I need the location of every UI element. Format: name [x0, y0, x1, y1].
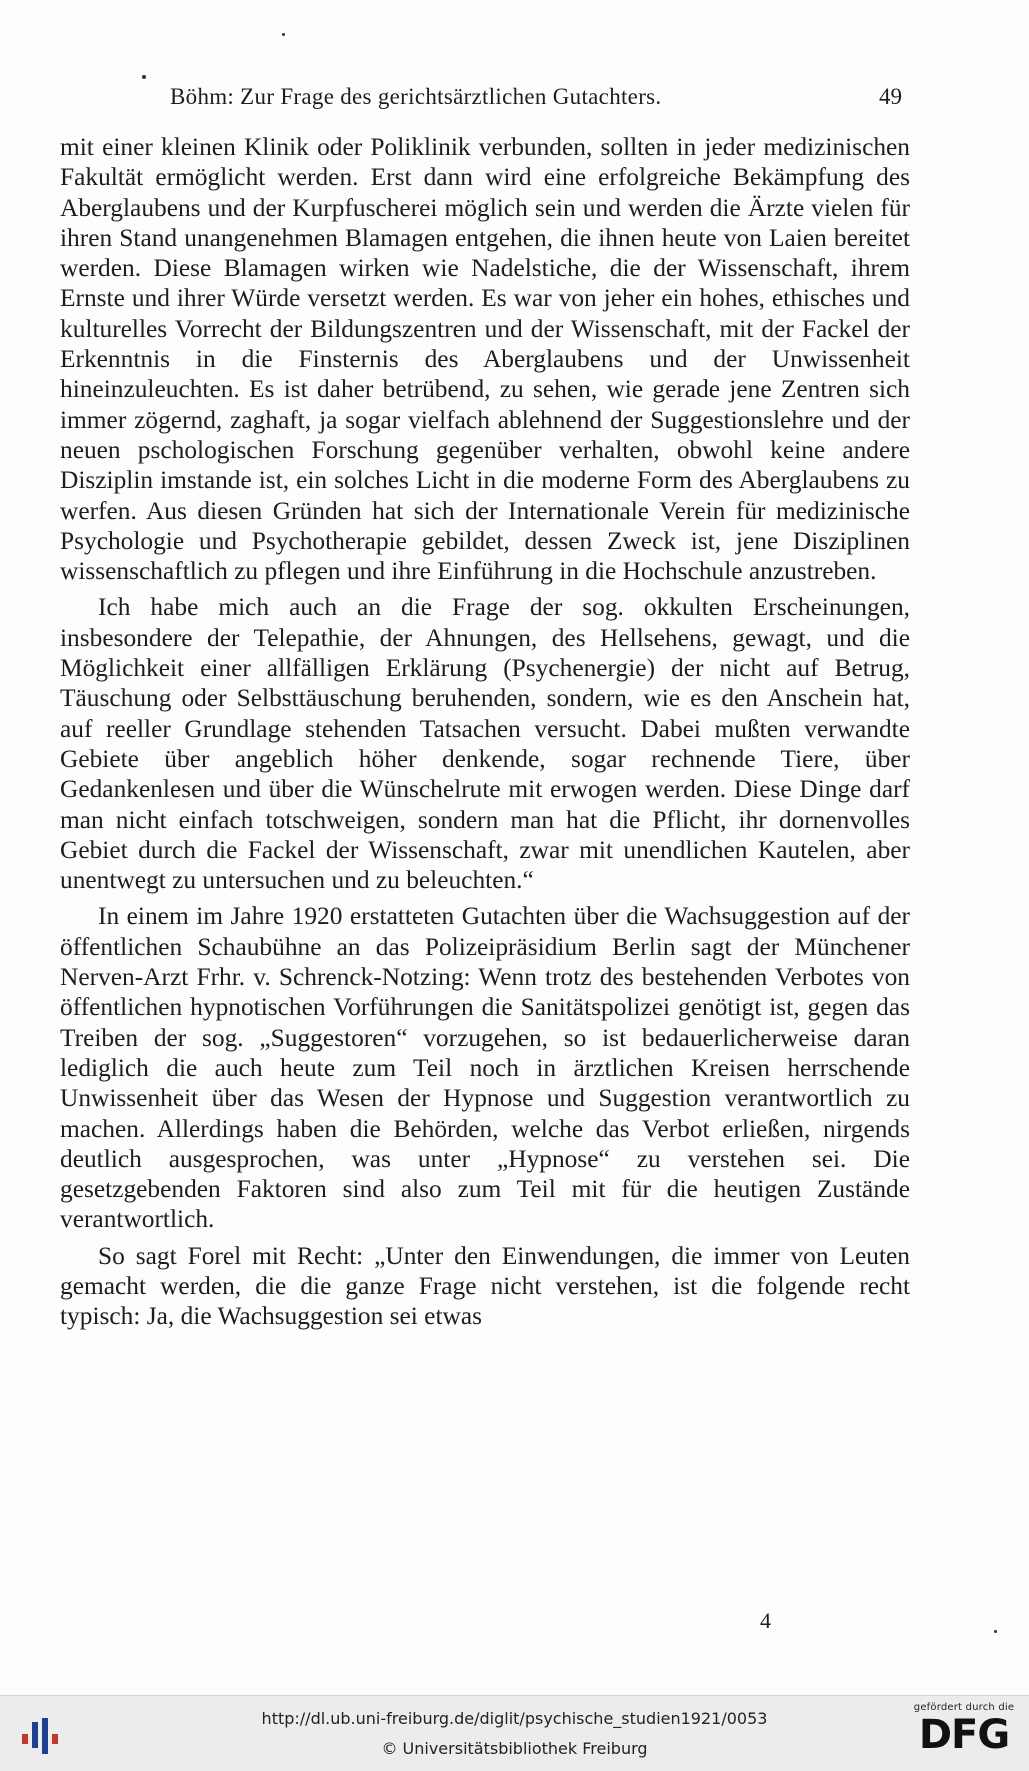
page-number: 49: [879, 84, 902, 109]
dfg-caption: gefördert durch die: [913, 1702, 1015, 1713]
copyright-notice: © Universitätsbibliothek Freiburg: [381, 1739, 648, 1758]
body-text: [60, 132, 910, 1332]
scan-speck: [282, 33, 285, 36]
paragraph: mit einer kleinen Klinik oder Poliklinik verbunden, sollten in jeder medizinischen Fakultät ermöglicht werden. Erst dann wird eine erfolgreiche Bekämpfung des Aberglaubens und der Kurpfuscherei möglich sein und werden die Ärzte vielen für ihren Stand unangenehmen Blamagen entgehen, die ihnen heute von Laien bereitet werden. Diese Blamagen wirken wie Nadelstiche, die der Wissenschaft, ihrem Ernste und ihrer Würde versetzt werden. Es war von jeher ein hohes, ethisches und kulturelles Vorrecht der Bildungszentren und der Wissenschaft, mit der Fackel der Erkenntnis in die Finsternis des Aberglaubens und der Unwissenheit hineinzuleuchten. Es ist daher betrübend, zu sehen, wie gerade jene Zentren sich immer zögernd, zaghaft, ja sogar vielfach ablehnend der Suggestionslehre und der neuen pschologischen Forschung gegenüber verhalten, obwohl keine andere Disziplin imstande ist, ein solches Licht in die moderne Form des Aberglaubens zu werfen. Aus diesen Gründen hat sich der Internationale Verein für medizinische Psychologie und Psychotherapie gebildet, dessen Zweck ist, jene Disziplinen wissenschaftlich zu pflegen und ihre Einführung in die Hochschule anzustreben.: [60, 133, 910, 586]
running-title: Böhm: Zur Frage des gerichtsärztlichen Gutachters.: [170, 84, 662, 109]
viewer-footer: [0, 1695, 1029, 1771]
dfg-logo-text: DFG: [918, 1712, 1010, 1758]
page-header: [170, 84, 902, 116]
scan-speck: [994, 1630, 997, 1633]
paragraph: Ich habe mich auch an die Frage der sog. okkulten Erscheinungen, insbesondere der Telepathie, der Ahnungen, des Hellsehens, gewagt, und die Möglichkeit einer allfälligen Erklärung (Psychenergie) der nicht auf Betrug, Täuschung oder Selbsttäuschung beruhenden, sondern, wie es den Anschein hat, auf reeller Grundlage stehenden Tatsachen versucht. Dabei mußten verwandte Gebiete über angeblich höher denkende, sogar rechnende Tiere, über Gedankenlesen und über die Wünschelrute mit erwogen werden. Diese Dinge darf man nicht einfach totschweigen, sondern man hat die Pflicht, ihr dornenvolles Gebiet durch die Fackel der Wissenschaft, zwar mit unendlichen Kautelen, aber unentwegt zu untersuchen und zu beleuchten.“: [60, 593, 910, 895]
signature-mark: 4: [760, 1608, 771, 1633]
scan-speck: [142, 75, 146, 79]
paragraph: In einem im Jahre 1920 erstatteten Gutachten über die Wachsuggestion auf der öffentlichen Schaubühne an das Polizeipräsidium Berlin sagt der Münchener Nerven-Arzt Frhr. v. Schrenck-Notzing: Wenn trotz des bestehenden Verbotes von öffentlichen hypnotischen Vorführungen die Sanitätspolizei genötigt ist, gegen das Treiben der sog. „Suggestoren“ vorzugehen, so ist bedauerlicherweise daran lediglich die auch heute zum Teil noch in ärztlichen Kreisen herrschende Unwissenheit über das Wesen der Hypnose und Suggestion verantwortlich zu machen. Allerdings haben die Behörden, welche das Verbot erließen, nirgends deutlich ausgesprochen, was unter „Hypnose“ zu verstehen sei. Die gesetzgebenden Faktoren sind also zum Teil mit für die heutigen Zustände verantwortlich.: [60, 902, 910, 1234]
paragraph: So sagt Forel mit Recht: „Unter den Einwendungen, die immer von Leuten gemacht werden, die die ganze Frage nicht verstehen, ist die folgende recht typisch: Ja, die Wachsuggestion sei etwas: [60, 1241, 910, 1331]
dfg-logo[interactable]: [908, 1702, 1020, 1766]
permalink-url[interactable]: http://dl.ub.uni-freiburg.de/diglit/psychische_studien1921/0053: [261, 1709, 768, 1728]
